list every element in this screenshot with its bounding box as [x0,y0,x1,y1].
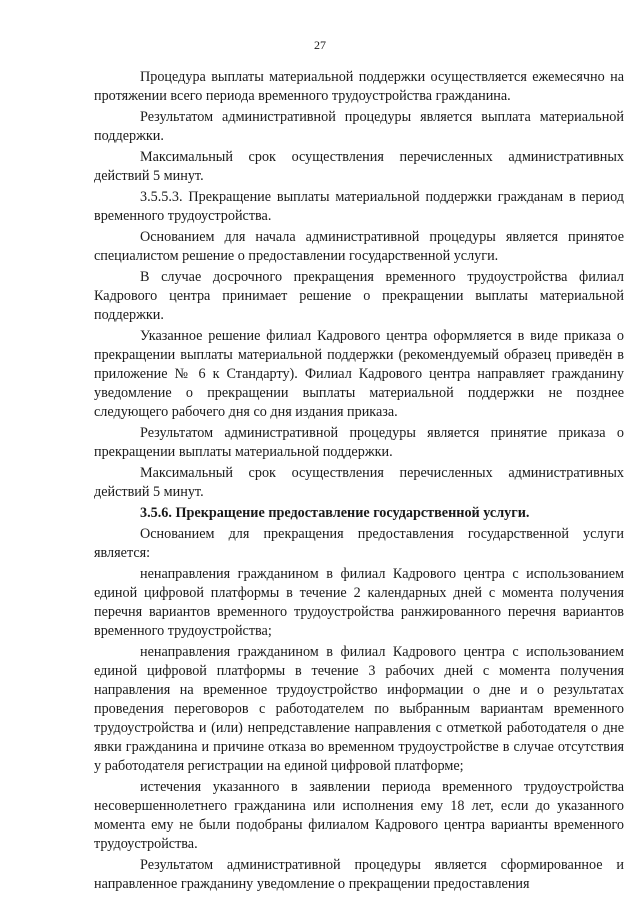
paragraph-termination-result: Результатом административной процедуры является сформированное и направленное гражданину уведомление о прекращении предоставления [94,857,624,892]
document-body [94,68,624,896]
paragraph-termination-basis: Основанием для прекращения предоставления государственной услуги является: [94,526,624,561]
list-item-period-expiry: истечения указанного в заявлении периода временного трудоустройства несовершеннолетнего гражданина или исполнения ему 18 лет, если до указанного момента ему не были подобраны филиалом Кадрового центра варианты временного трудоустройства. [94,779,624,852]
list-item-no-submission-2-days: ненаправления гражданином в филиал Кадрового центра с использованием единой цифровой платформы в течение 2 календарных дней с момента получения перечня вариантов временного трудоустройства ранжированного перечня вариантов временного трудоустройства; [94,566,624,639]
paragraph-early-termination: В случае досрочного прекращения временного трудоустройства филиал Кадрового центра принимает решение о прекращении выплаты материальной поддержки. [94,269,624,323]
paragraph-payment-procedure: Процедура выплаты материальной поддержки осуществляется ежемесячно на протяжении всего периода временного трудоустройства гражданина. [94,69,624,104]
paragraph-basis-for-start: Основанием для начала административной процедуры является принятое специалистом решение о предоставлении государственной услуги. [94,229,624,264]
paragraph-payment-deadline: Максимальный срок осуществления перечисленных административных действий 5 минут. [94,149,624,184]
list-item-no-submission-3-days: ненаправления гражданином в филиал Кадрового центра с использованием единой цифровой платформы в течение 3 рабочих дней с момента получения направления на временное трудоустройство информации о дне и о результатах проведения переговоров с работодателем по выбранным вариантам временного трудоустройства и (или) непредставление направления с отметкой работодателя о дне явки гражданина и причине отказа во временном трудоустройстве в случае отсутствия у работодателя регистрации на единой цифровой платформе; [94,644,624,774]
section-heading-3-5-6: 3.5.6. Прекращение предоставление государственной услуги. [140,505,530,521]
paragraph-section-3-5-5-3: 3.5.5.3. Прекращение выплаты материальной поддержки гражданам в период временного трудоустройства. [94,189,624,224]
paragraph-payment-result: Результатом административной процедуры является выплата материальной поддержки. [94,109,624,144]
paragraph-order-issuance: Указанное решение филиал Кадрового центра оформляется в виде приказа о прекращении выплаты материальной поддержки (рекомендуемый образец приведён в приложение № 6 к Стандарту). Филиал Кадрового центра направляет гражданину уведомление о прекращении выплаты материальной поддержки не позднее следующего рабочего дня со дня издания приказа. [94,328,624,420]
page-number: 27 [314,38,326,52]
paragraph-order-deadline: Максимальный срок осуществления перечисленных административных действий 5 минут. [94,465,624,500]
paragraph-order-result: Результатом административной процедуры является принятие приказа о прекращении выплаты материальной поддержки. [94,425,624,460]
